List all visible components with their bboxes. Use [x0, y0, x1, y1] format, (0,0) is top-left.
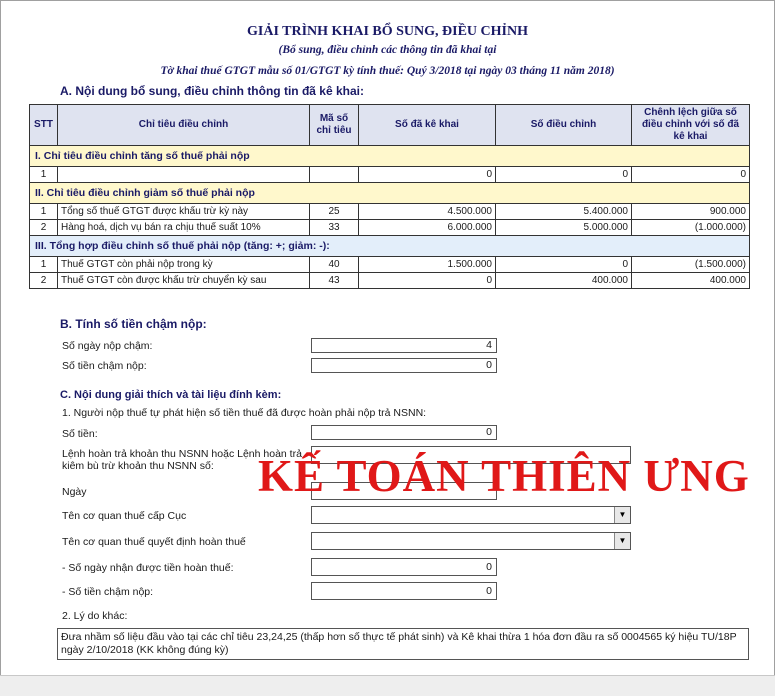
column-header: Số điều chỉnh [496, 105, 632, 146]
item-2-text: 2. Lý do khác: [62, 610, 128, 622]
late-fee-label: - Số tiền chậm nộp: [62, 586, 154, 598]
refund-order-label: Lệnh hoàn trả khoản thu NSNN hoặc Lệnh hoàn trả kiêm bù trừ khoản thu NSNN số: [62, 448, 302, 472]
table-row [30, 204, 750, 220]
cell-adjusted: 400.000 [496, 273, 632, 289]
late-amount-input[interactable]: 0 [311, 358, 497, 373]
table-row [30, 220, 750, 236]
cell-declared[interactable]: 6.000.000 [359, 220, 496, 236]
cell-code[interactable]: 25 [310, 204, 359, 220]
watermark-text: KẾ TOÁN THIÊN ƯNG [258, 451, 750, 501]
column-header: Chênh lệch giữa số điều chỉnh với số đã kê khai [632, 105, 750, 146]
cell-code[interactable] [310, 167, 359, 183]
table-row [30, 167, 750, 183]
refund-decision-label: Tên cơ quan thuế quyết định hoàn thuế [62, 536, 246, 548]
cell-name[interactable]: Tổng số thuế GTGT được khấu trừ kỳ này [58, 204, 310, 220]
section-b-heading: B. Tính số tiền chậm nộp: [60, 317, 207, 331]
cell-code: 43 [310, 273, 359, 289]
group-decrease-header [30, 183, 750, 204]
group-title: III. Tổng hợp điều chỉnh số thuế phải nộp (tăng: +; giảm: -): [30, 236, 750, 257]
refund-amount-input[interactable]: 0 [311, 425, 497, 440]
cell-adjusted[interactable]: 0 [496, 167, 632, 183]
cell-adjusted: 0 [496, 257, 632, 273]
refund-amount-label: Số tiền: [62, 428, 98, 440]
late-fee-input[interactable]: 0 [311, 582, 497, 600]
footer-band [0, 675, 775, 696]
cell-diff: 900.000 [632, 204, 750, 220]
refund-days-label: - Số ngày nhận được tiền hoàn thuế: [62, 562, 234, 574]
cell-name: Thuế GTGT còn được khấu trừ chuyển kỳ sau [58, 273, 310, 289]
cell-stt: 2 [30, 273, 58, 289]
group-increase-header [30, 146, 750, 167]
other-reason-textarea[interactable]: Đưa nhầm số liệu đầu vào tại các chỉ tiêu 23,24,25 (thấp hơn số thực tế phát sinh) và Kê khai thừa 1 hóa đơn đầu ra số 0004565 ký hiệu TU/18P ngày 2/10/2018 (KK không đúng kỳ) [57, 628, 749, 660]
chevron-down-icon[interactable]: ▼ [614, 533, 630, 549]
cell-declared[interactable]: 0 [359, 167, 496, 183]
table-header-row [30, 105, 750, 146]
cell-adjusted[interactable]: 5.400.000 [496, 204, 632, 220]
chevron-down-icon[interactable]: ▼ [614, 507, 630, 523]
page-subtitle: (Bổ sung, điều chỉnh các thông tin đã khai tại [278, 44, 497, 56]
cell-stt: 1 [30, 167, 58, 183]
column-header: Mã số chỉ tiêu [310, 105, 359, 146]
refund-days-input[interactable]: 0 [311, 558, 497, 576]
late-days-input[interactable]: 4 [311, 338, 497, 353]
tax-dept-label: Tên cơ quan thuế cấp Cục [62, 510, 187, 522]
column-header: Chỉ tiêu điều chỉnh [58, 105, 310, 146]
cell-declared[interactable]: 4.500.000 [359, 204, 496, 220]
group-summary-header [30, 236, 750, 257]
cell-adjusted[interactable]: 5.000.000 [496, 220, 632, 236]
cell-diff: 0 [632, 167, 750, 183]
item-1-text: 1. Người nộp thuế tự phát hiện số tiền thuế đã được hoàn phải nộp trả NSNN: [62, 407, 427, 419]
tax-dept-select[interactable] [311, 506, 631, 524]
cell-stt: 1 [30, 204, 58, 220]
cell-declared: 1.500.000 [359, 257, 496, 273]
cell-name[interactable]: Hàng hoá, dịch vụ bán ra chịu thuế suất 10% [58, 220, 310, 236]
cell-diff: (1.500.000) [632, 257, 750, 273]
adjustment-table [29, 104, 750, 289]
cell-name: Thuế GTGT còn phải nộp trong kỳ [58, 257, 310, 273]
cell-diff: (1.000.000) [632, 220, 750, 236]
cell-code[interactable]: 33 [310, 220, 359, 236]
cell-name[interactable] [58, 167, 310, 183]
late-amount-label: Số tiền chậm nộp: [62, 360, 147, 372]
refund-decision-select[interactable] [311, 532, 631, 550]
group-title: I. Chỉ tiêu điều chỉnh tăng số thuế phải nộp [30, 146, 750, 167]
table-row [30, 257, 750, 273]
column-header: Số đã kê khai [359, 105, 496, 146]
page-title: GIẢI TRÌNH KHAI BỔ SUNG, ĐIỀU CHỈNH [247, 24, 528, 39]
date-label: Ngày [62, 486, 87, 498]
cell-stt: 2 [30, 220, 58, 236]
section-a-heading: A. Nội dung bổ sung, điều chỉnh thông tin đã kê khai: [60, 84, 364, 98]
cell-declared: 0 [359, 273, 496, 289]
late-days-label: Số ngày nộp chậm: [62, 340, 153, 352]
column-header: STT [30, 105, 58, 146]
group-title: II. Chỉ tiêu điều chỉnh giảm số thuế phải nộp [30, 183, 750, 204]
section-c-heading: C. Nội dung giải thích và tài liệu đính kèm: [60, 389, 282, 401]
table-row [30, 273, 750, 289]
cell-stt: 1 [30, 257, 58, 273]
cell-code: 40 [310, 257, 359, 273]
cell-diff: 400.000 [632, 273, 750, 289]
declaration-info: Tờ khai thuế GTGT mẫu số 01/GTGT kỳ tính thuế: Quý 3/2018 tại ngày 03 tháng 11 năm 2018) [160, 65, 615, 77]
